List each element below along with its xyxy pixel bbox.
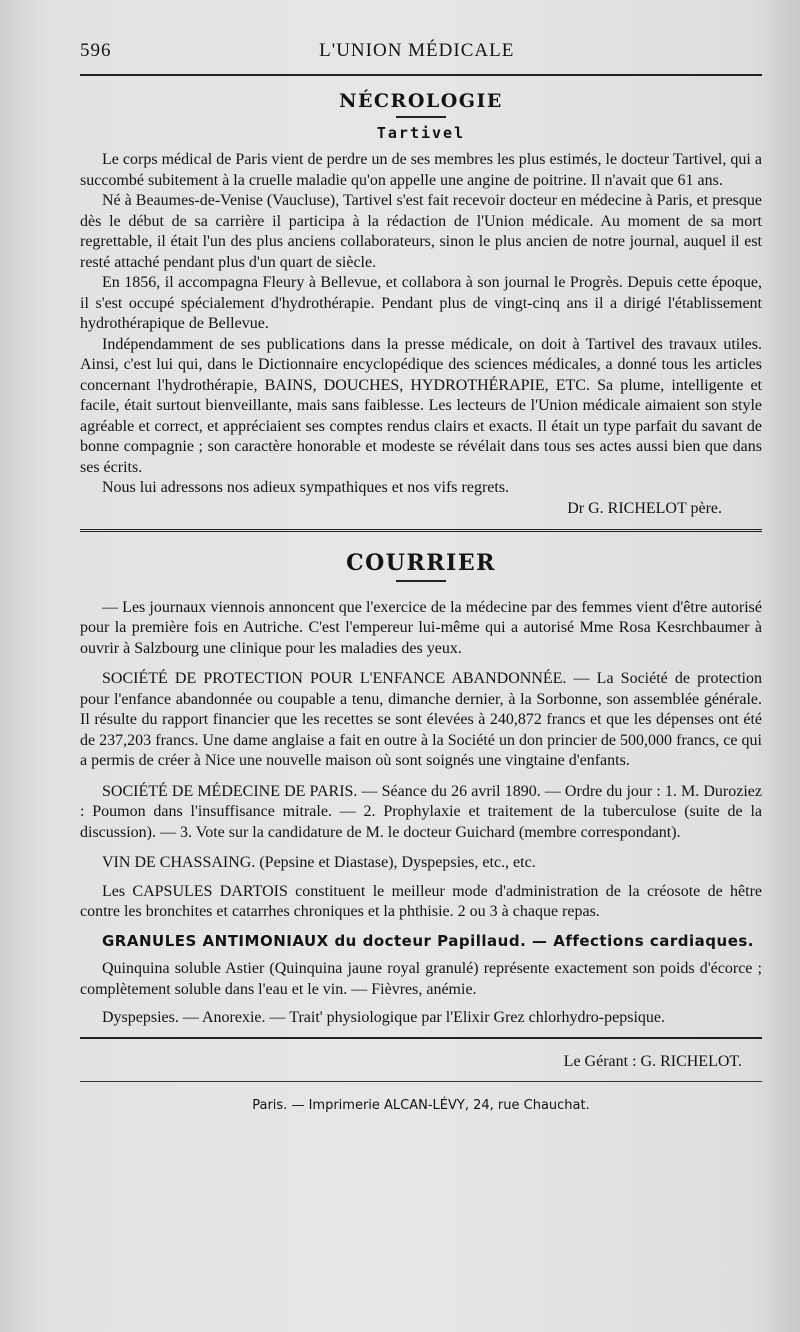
news-paragraph: — Les journaux viennois annoncent que l'exercice de la médecine par des femmes vient d'être autorisé pour la première fois en Autriche. C'est l'empereur lui-même qui a autorisé Mme Rosa Kesrchbaumer à ouvrir à Salzbourg une clinique pour les maladies des yeux. [80,598,762,657]
ad-capsules-dartois: Les CAPSULES DARTOIS constituent le meilleur mode d'administration de la créosote de hêtre contre les bronchites et catarrhes chroniques et la phthisie. 2 ou 3 à chaque repas. [80,882,762,920]
footer-rule [80,1037,762,1039]
obituary-paragraph: Indépendamment de ses publications dans la presse médicale, on doit à Tartivel des travaux utiles. Ainsi, c'est lui qui, dans le Dictionnaire encyclopédique des sciences médicales, a donné tous les articles concernant l'hydrothérapie, BAINS, DOUCHES, HYDROTHÉRAPIE, ETC. Sa plume, intelligente et facile, était surtout bienveillante, mais sans faiblesse. Les lecteurs de l'Union médicale aimaient son style agréable et correct, et appréciaient ses comptes rendus clairs et exacts. Il était un type parfait du savant de bonne compagnie ; son caractère honorable et modeste se révélait dans tous ses actes aussi bien que dans ses écrits. [80,335,762,476]
journal-title: L'UNION MÉDICALE [319,40,515,61]
obituary-subject: Tartivel [376,124,466,142]
heading-ornament [396,580,446,582]
obituary-paragraph: En 1856, il accompagna Fleury à Bellevue, et collabora à son journal le Progrès. Depuis cette époque, il s'est occupé spécialement d'hydrothérapie. Pendant plus de vingt-cinq ans il a dirigé l'établissement hydrothérapique de Bellevue. [80,274,762,332]
necrologie-section [80,90,762,519]
news-paragraph: SOCIÉTÉ DE MÉDECINE DE PARIS. — Séance du 26 avril 1890. — Ordre du jour : 1. M. Duroziez : Poumon dans l'insuffisance mitrale. — 2. Prophylaxie et traitement de la tuberculose (suite de la discussion). — 3. Vote sur la candidature de M. le docteur Guichard (membre correspondant). [80,782,762,841]
advertisements [80,853,762,1029]
news-paragraph: SOCIÉTÉ DE PROTECTION POUR L'ENFANCE ABANDONNÉE. — La Société de protection pour l'enfance abandonnée ou coupable a tenu, dimanche dernier, à la Sorbonne, son assemblée générale. Il résulte du rapport financier que les recettes se sont élevées à 240,872 francs et que les dépenses ont été de 237,203 francs. Une dame anglaise a fait en outre à la Société un don princier de 500,000 francs, ce qui a permis de créer à Nice une nouvelle maison où sont soignés une vingtaine d'enfants. [80,670,762,769]
header-rule [80,74,762,76]
necrologie-heading: NÉCROLOGIE [339,90,503,112]
running-head [80,40,762,70]
obituary-paragraph: Né à Beaumes-de-Venise (Vaucluse), Tartivel s'est fait recevoir docteur en médecine à Paris, et presque dès le début de sa carrière il participa à la rédaction de l'Union médicale. Au moment de sa mort regrettable, il était l'un des plus anciens collaborateurs, sinon le plus ancien de notre journal, auquel il est resté attaché pendant plus d'un quart de siècle. [80,192,762,271]
footer-rule-thin [80,1081,762,1082]
gerant-line: Le Gérant : G. RICHELOT. [563,1052,742,1070]
ad-granules-antimoniaux: GRANULES ANTIMONIAUX du docteur Papillaud. — Affections cardiaques. [102,931,755,950]
obituary-paragraph: Nous lui adressons nos adieux sympathiques et nos vifs regrets. [102,479,510,496]
ad-vin-chassaing: VIN DE CHASSAING. (Pepsine et Diastase), Dyspepsies, etc., etc. [102,854,536,871]
page-number: 596 [80,40,112,61]
obituary-signature: Dr G. RICHELOT père. [567,499,722,517]
section-divider [80,529,762,532]
heading-ornament [396,116,446,118]
printer-imprint: Paris. — Imprimerie ALCAN-LÉVY, 24, rue Chauchat. [252,1097,590,1113]
ad-quinquina-astier: Quinquina soluble Astier (Quinquina jaune royal granulé) représente exactement son poids d'écorce ; complètement soluble dans l'eau et le vin. — Fièvres, anémie. [80,960,762,998]
ad-elixir-grez: Dyspepsies. — Anorexie. — Trait' physiologique par l'Elixir Grez chlorhydro-pepsique. [102,1009,666,1026]
courrier-heading: COURRIER [346,549,496,576]
courrier-section [80,550,762,854]
obituary-paragraph: Le corps médical de Paris vient de perdre un de ses membres les plus estimés, le docteur Tartivel, qui a succombé subitement à la cruelle maladie qu'on appelle une angine de poitrine. Il n'avait que 61 ans. [80,151,762,189]
